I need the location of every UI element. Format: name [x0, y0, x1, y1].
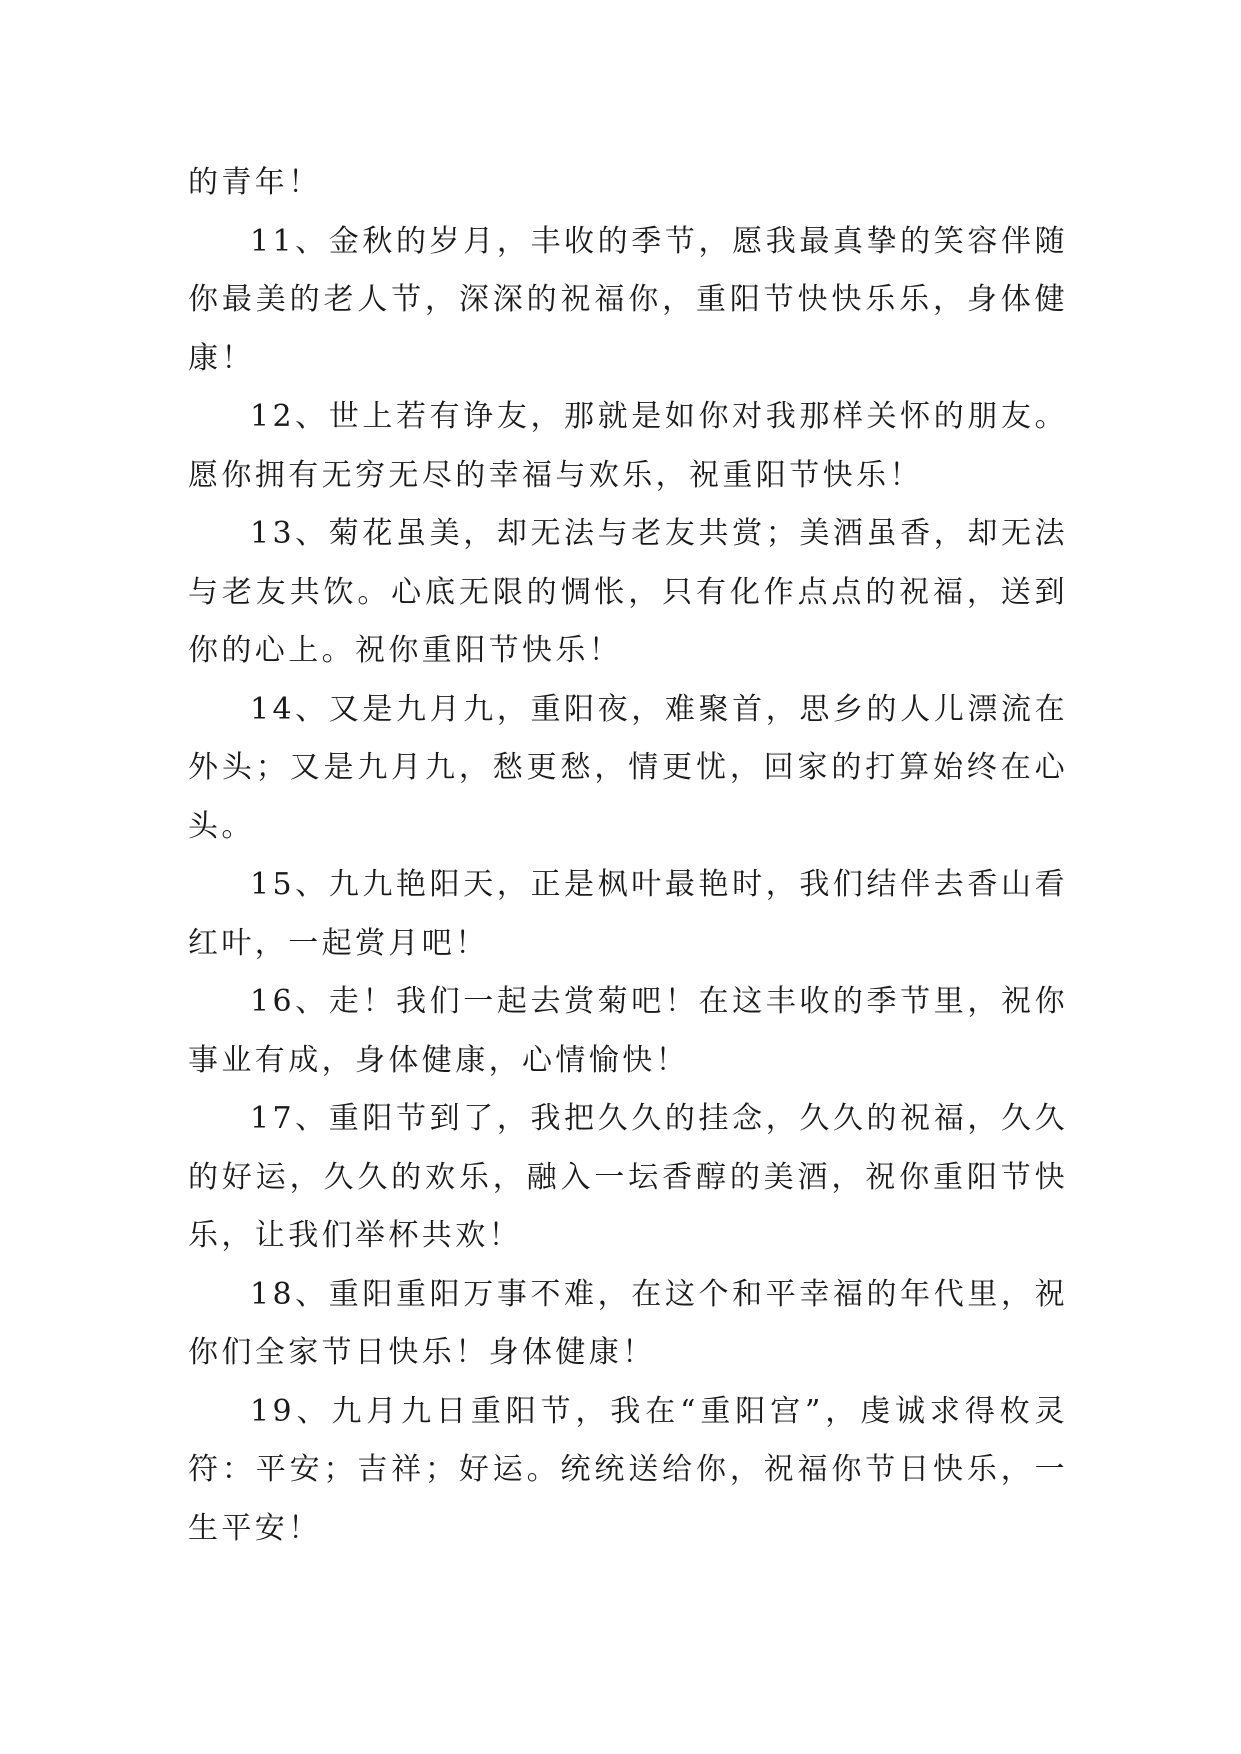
paragraph-16: 16、走！我们一起去赏菊吧！在这丰收的季节里，祝你事业有成，身体健康，心情愉快！ — [188, 984, 1068, 1078]
paragraph-12: 12、世上若有诤友，那就是如你对我那样关怀的朋友。愿你拥有无穷无尽的幸福与欢乐，祝重阳节快乐！ — [188, 399, 1068, 493]
paragraph-13: 13、菊花虽美，却无法与老友共赏；美酒虽香，却无法与老友共饮。心底无限的惆怅，只有化作点点的祝福，送到你的心上。祝你重阳节快乐！ — [188, 516, 1068, 668]
paragraph-11: 11、金秋的岁月，丰收的季节，愿我最真挚的笑容伴随你最美的老人节，深深的祝福你，重阳节快快乐乐，身体健康！ — [188, 223, 1068, 376]
paragraph-17: 17、重阳节到了，我把久久的挂念，久久的祝福，久久的好运，久久的欢乐，融入一坛香醇的美酒，祝你重阳节快乐，让我们举杯共欢！ — [188, 1101, 1068, 1253]
paragraph-14: 14、又是九月九，重阳夜，难聚首，思乡的人儿漂流在外头；又是九月九，愁更愁，情更忧，回家的打算始终在心头。 — [188, 691, 1068, 844]
paragraph-19: 19、九月九日重阳节，我在“重阳宫”，虔诚求得枚灵符：平安；吉祥；好运。统统送给你，祝福你节日快乐，一生平安！ — [188, 1393, 1068, 1546]
document-body — [188, 154, 1068, 1558]
paragraph-continuation: 的青年！ — [188, 165, 322, 200]
paragraph-18: 18、重阳重阳万事不难，在这个和平幸福的年代里，祝你们全家节日快乐！身体健康！ — [188, 1276, 1068, 1370]
paragraph-15: 15、九九艳阳天，正是枫叶最艳时，我们结伴去香山看红叶，一起赏月吧！ — [188, 867, 1068, 961]
